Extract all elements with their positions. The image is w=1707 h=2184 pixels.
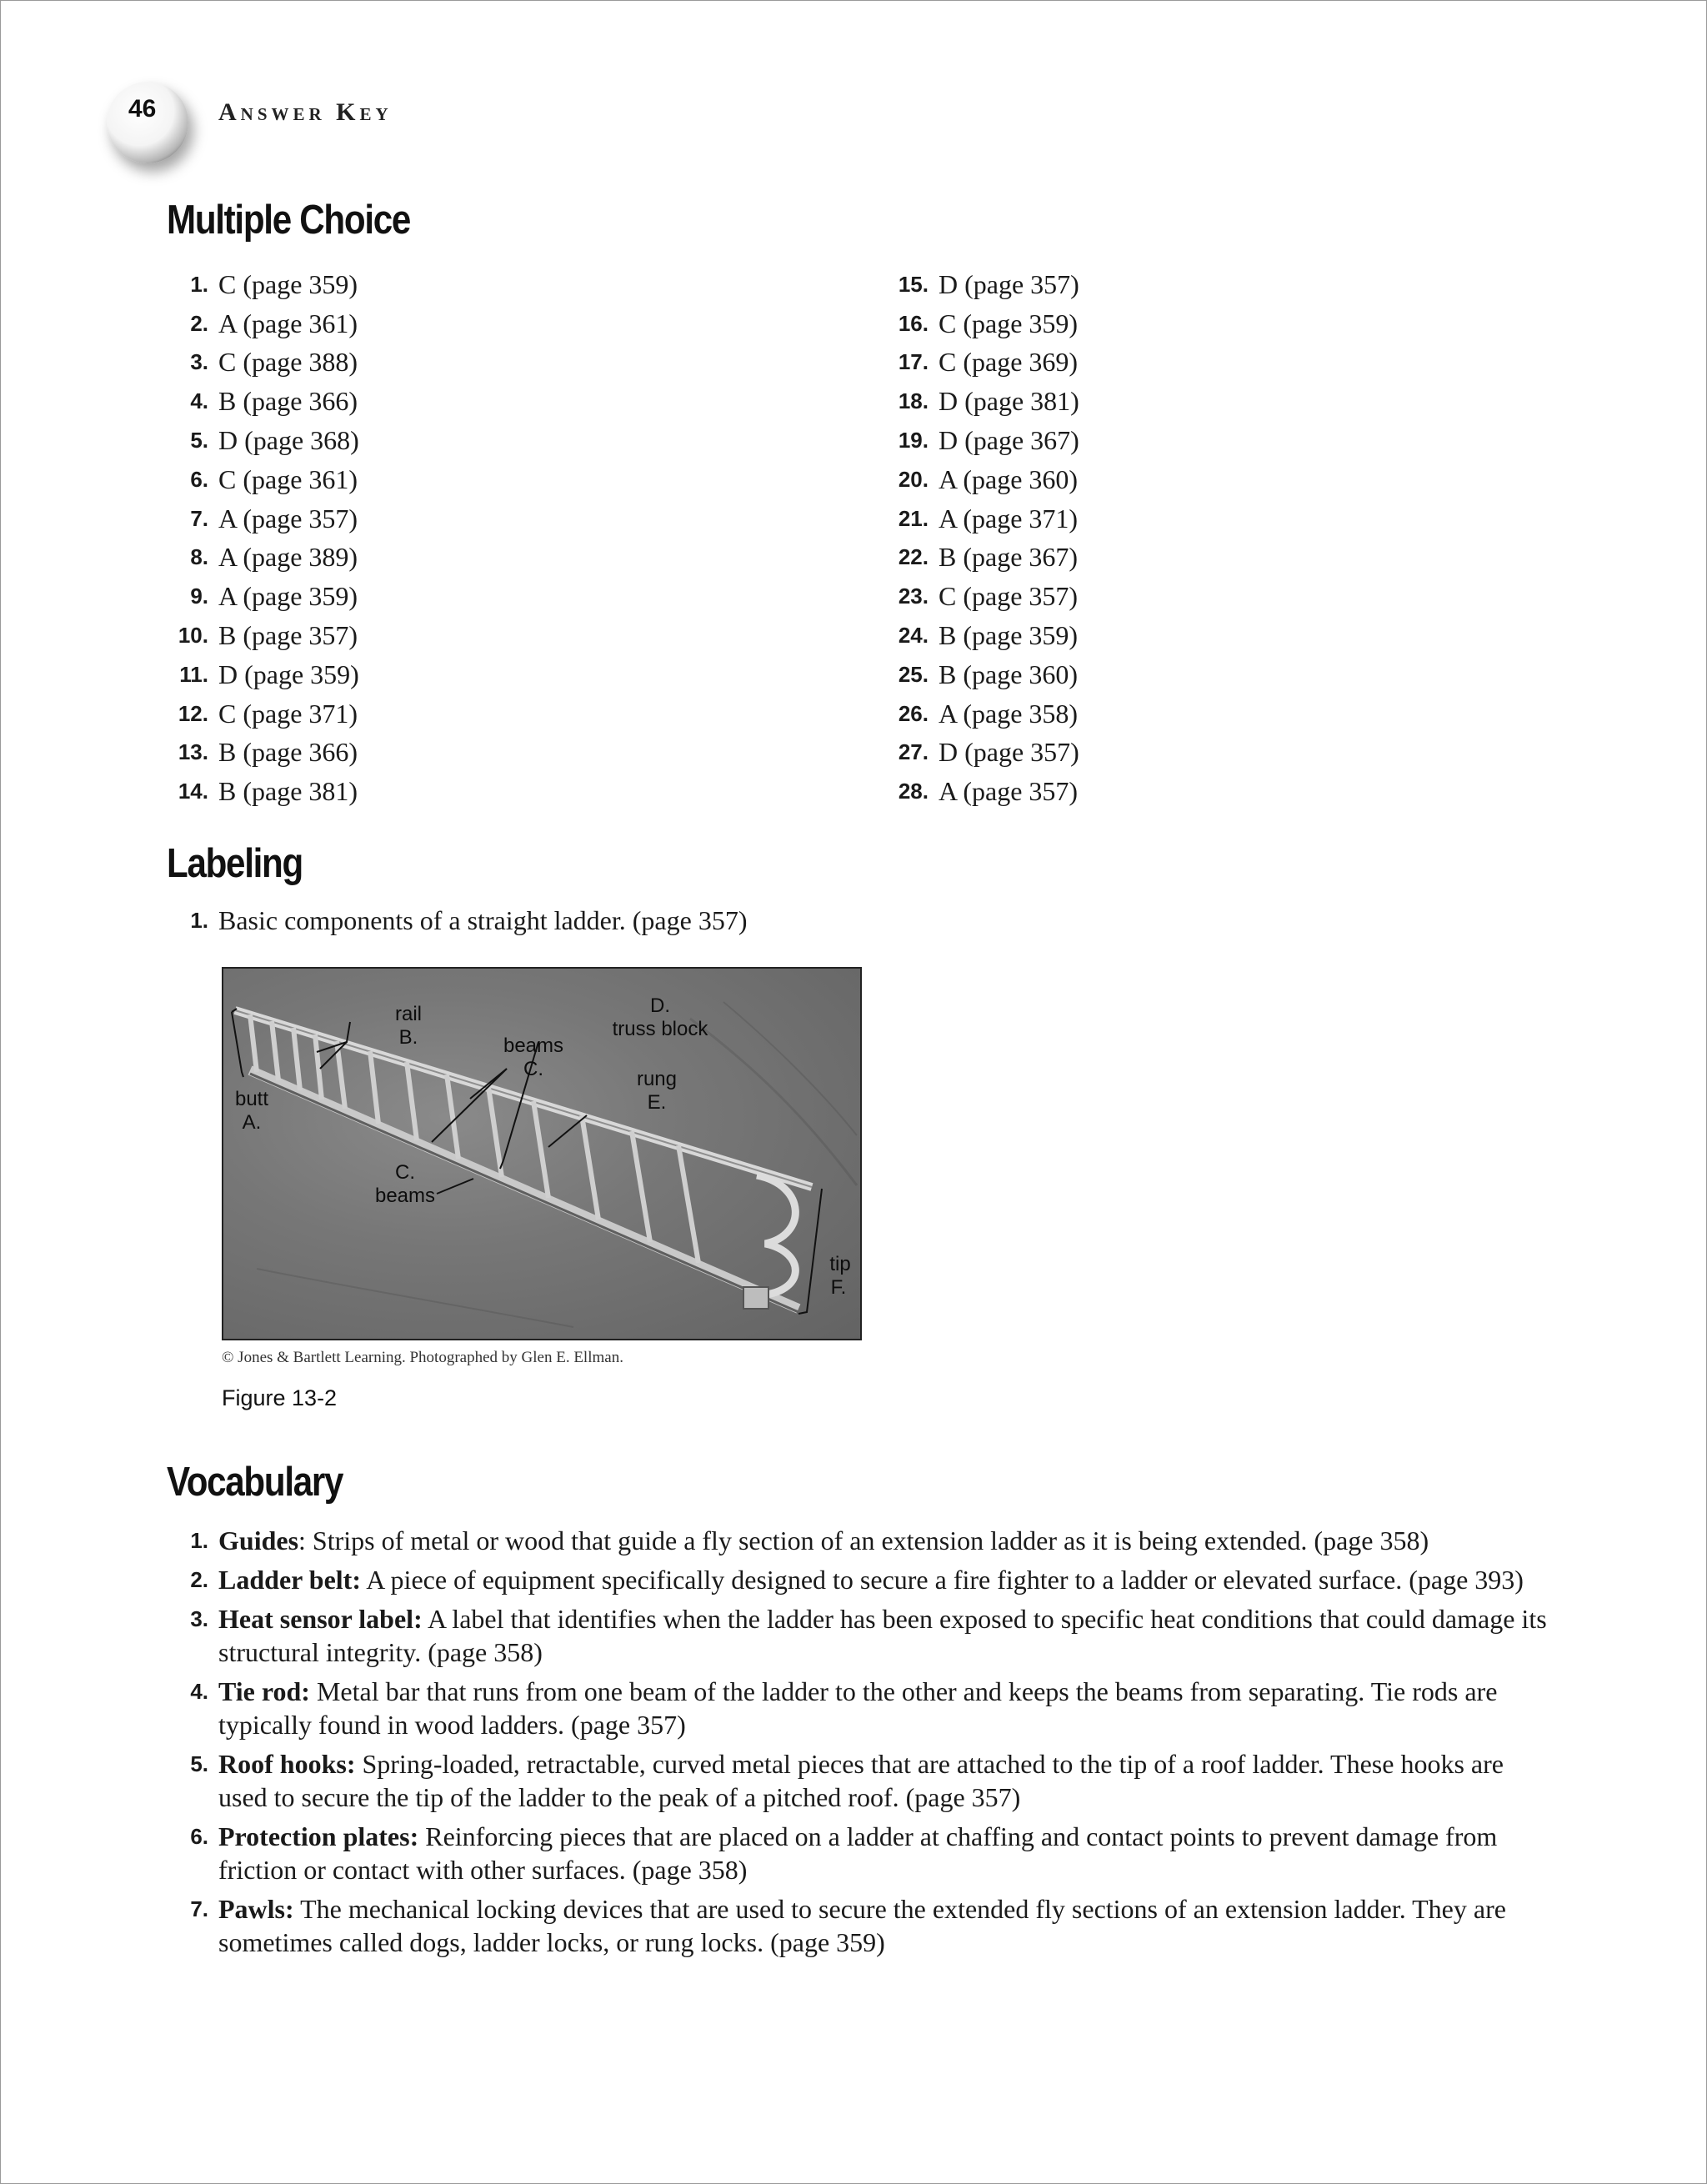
mc-answer-number: 27.: [898, 739, 929, 765]
vocab-term: Heat sensor label:: [218, 1604, 423, 1634]
mc-answer-text: D (page 357): [939, 737, 1079, 768]
label-beams-bottom-letter: C.: [395, 1161, 415, 1184]
mc-answer-number: 28.: [898, 779, 929, 804]
mc-answer-number: 8.: [190, 544, 208, 570]
vocab-term: Ladder belt:: [218, 1565, 361, 1595]
vocab-item: [167, 1563, 1550, 1596]
label-rail: rail: [394, 1003, 423, 1025]
label-tip-letter: F.: [830, 1276, 847, 1299]
mc-answer-item: [167, 421, 359, 460]
mc-answer-number: 14.: [178, 779, 208, 804]
mc-answer-item: [887, 772, 1079, 811]
vocab-body: [218, 1563, 1550, 1596]
vocab-number: 3.: [190, 1606, 208, 1631]
mc-answer-number: 22.: [898, 544, 929, 570]
mc-answer-item: [887, 734, 1079, 773]
vocab-body: [218, 1820, 1550, 1886]
mc-answer-text: D (page 368): [218, 425, 359, 456]
mc-answer-number: 16.: [898, 310, 929, 336]
mc-answer-text: D (page 381): [939, 386, 1079, 417]
mc-answer-item: [167, 538, 359, 578]
mc-answer-item: [167, 577, 359, 616]
vocab-definition: : Strips of metal or wood that guide a fly section of an extension ladder as it is being extended. (page 358): [298, 1525, 1429, 1555]
vocab-number: 4.: [190, 1679, 208, 1704]
mc-answer-item: [167, 460, 359, 499]
mc-answer-text: C (page 357): [939, 581, 1079, 612]
label-truss-block: truss block: [612, 1018, 708, 1040]
vocab-body: [218, 1602, 1550, 1669]
vocab-term: Pawls:: [218, 1894, 294, 1924]
mc-answer-item: [887, 616, 1079, 655]
label-tip: tip: [829, 1253, 851, 1275]
label-rung-letter: E.: [647, 1091, 667, 1114]
mc-answer-number: 3.: [190, 349, 208, 375]
vocab-term: Roof hooks:: [218, 1749, 356, 1779]
mc-answer-item: [167, 304, 359, 343]
label-beams-top-letter: C.: [523, 1058, 543, 1080]
mc-answer-text: C (page 359): [218, 268, 358, 299]
mc-answer-item: [887, 382, 1079, 421]
mc-answer-item: [887, 265, 1079, 304]
vocab-definition: Reinforcing pieces that are placed on a ladder at chaffing and contact points to prevent damage from friction or contact with other surfaces. (page 358): [218, 1821, 1498, 1885]
mc-answer-text: D (page 367): [939, 425, 1079, 456]
label-butt-letter: A.: [242, 1111, 262, 1134]
vocab-number: 1.: [190, 1528, 208, 1553]
mc-answer-text: C (page 388): [218, 347, 358, 378]
vocab-item: [167, 1747, 1550, 1814]
vocab-number: 7.: [190, 1896, 208, 1921]
mc-answer-number: 18.: [898, 388, 929, 414]
mc-answer-text: B (page 359): [939, 620, 1079, 651]
vocab-body: [218, 1675, 1550, 1741]
running-head: Answer Key: [218, 98, 393, 126]
vocab-definition: Spring-loaded, retractable, curved metal pieces that are attached to the tip of a roof ladder. These hooks are used to secure the tip of the ladder to the peak of a pitched roof. (page 357): [218, 1749, 1504, 1812]
mc-answer-number: 21.: [898, 505, 929, 531]
mc-answer-item: [887, 460, 1079, 499]
mc-answer-item: [887, 499, 1079, 538]
vocab-item: [167, 1602, 1550, 1669]
mc-answer-item: [167, 382, 359, 421]
mc-answer-text: A (page 371): [939, 503, 1079, 533]
section-title-multiple-choice: Multiple Choice: [167, 198, 411, 243]
mc-answer-text: A (page 389): [218, 542, 358, 573]
mc-column-left: [167, 265, 359, 811]
mc-answer-text: C (page 359): [939, 308, 1079, 338]
section-title-vocabulary: Vocabulary: [167, 1460, 343, 1505]
mc-answer-text: A (page 360): [939, 463, 1079, 494]
mc-answer-text: B (page 366): [218, 386, 358, 417]
vocab-term: Guides: [218, 1525, 299, 1555]
mc-answer-item: [167, 772, 359, 811]
vocab-number: 2.: [190, 1567, 208, 1592]
mc-answer-number: 12.: [178, 700, 208, 726]
mc-answer-item: [887, 538, 1079, 578]
vocab-term: Protection plates:: [218, 1821, 419, 1851]
vocab-definition: Metal bar that runs from one beam of the ladder to the other and keeps the beams from separating. Tie rods are typically found in wood ladders. (page 357): [218, 1676, 1498, 1740]
mc-answer-number: 4.: [190, 388, 208, 414]
mc-answer-text: A (page 358): [939, 698, 1079, 729]
vocab-body: [218, 1524, 1550, 1557]
vocab-body: [218, 1747, 1550, 1814]
figure-caption: Figure 13-2: [222, 1385, 338, 1410]
label-rung: rung: [636, 1068, 678, 1090]
vocab-item: [167, 1820, 1550, 1886]
mc-answer-item: [887, 694, 1079, 734]
mc-answer-item: [167, 499, 359, 538]
mc-answer-number: 25.: [898, 661, 929, 687]
mc-answer-text: B (page 366): [218, 737, 358, 768]
mc-answer-number: 5.: [190, 428, 208, 453]
mc-answer-number: 23.: [898, 584, 929, 609]
mc-answer-number: 9.: [190, 584, 208, 609]
mc-answer-item: [167, 343, 359, 383]
label-beams-bottom: beams: [374, 1185, 436, 1207]
mc-answer-text: D (page 357): [939, 268, 1079, 299]
vocab-number: 6.: [190, 1824, 208, 1849]
mc-answer-text: C (page 361): [218, 463, 358, 494]
mc-answer-number: 13.: [178, 739, 208, 765]
mc-answer-number: 10.: [178, 623, 208, 649]
label-butt: butt: [234, 1088, 269, 1110]
mc-answer-number: 2.: [190, 310, 208, 336]
mc-answer-item: [167, 616, 359, 655]
mc-answer-number: 6.: [190, 466, 208, 492]
vocab-item: [167, 1892, 1550, 1959]
ladder-photo: [222, 967, 862, 1340]
mc-answer-number: 7.: [190, 505, 208, 531]
mc-answer-item: [887, 655, 1079, 694]
mc-answer-item: [887, 421, 1079, 460]
mc-answer-text: B (page 360): [939, 659, 1079, 689]
mc-answer-number: 11.: [179, 661, 208, 687]
mc-answer-number: 26.: [898, 700, 929, 726]
label-beams-top: beams: [503, 1034, 564, 1057]
section-title-labeling: Labeling: [167, 841, 303, 886]
vocab-body: [218, 1892, 1550, 1959]
mc-answer-text: B (page 367): [939, 542, 1079, 573]
vocab-definition: The mechanical locking devices that are used to secure the extended fly sections of an extension ladder. They are sometimes called dogs, ladder locks, or rung locks. (page 359): [218, 1894, 1506, 1957]
mc-answer-item: [887, 577, 1079, 616]
mc-answer-number: 19.: [898, 428, 929, 453]
label-truss-letter: D.: [650, 994, 670, 1017]
mc-answer-item: [167, 265, 359, 304]
mc-answer-number: 1.: [190, 271, 208, 297]
labeling-item-text: Basic components of a straight ladder. (page 357): [218, 905, 748, 935]
mc-answer-number: 17.: [898, 349, 929, 375]
vocab-term: Tie rod:: [218, 1676, 310, 1706]
labeling-item-number: 1.: [190, 908, 208, 933]
mc-answer-text: A (page 357): [939, 776, 1079, 807]
mc-answer-text: B (page 381): [218, 776, 358, 807]
label-rail-letter: B.: [398, 1026, 418, 1049]
vocab-number: 5.: [190, 1751, 208, 1776]
mc-answer-number: 15.: [898, 271, 929, 297]
ladder-illustration: [223, 969, 860, 1339]
mc-answer-text: A (page 361): [218, 308, 358, 338]
vocab-item: [167, 1675, 1550, 1741]
mc-answer-item: [167, 694, 359, 734]
mc-answer-number: 20.: [898, 466, 929, 492]
mc-answer-text: A (page 359): [218, 581, 358, 612]
vocab-item: [167, 1524, 1550, 1557]
mc-answer-text: D (page 359): [218, 659, 359, 689]
vocab-definition: A label that identifies when the ladder has been exposed to specific heat conditions that could damage its structural integrity. (page 358): [218, 1604, 1547, 1667]
mc-answer-item: [167, 655, 359, 694]
mc-answer-item: [887, 343, 1079, 383]
mc-answer-item: [167, 734, 359, 773]
mc-answer-item: [887, 304, 1079, 343]
mc-answer-text: A (page 357): [218, 503, 358, 533]
vocab-definition: A piece of equipment specifically designed to secure a fire fighter to a ladder or elevated surface. (page 393): [360, 1565, 1524, 1595]
vocabulary-list: [167, 1524, 1550, 1965]
labeling-item: [167, 905, 747, 936]
mc-answer-number: 24.: [898, 623, 929, 649]
page-number: 46: [128, 95, 157, 123]
mc-column-right: [887, 265, 1079, 811]
mc-answer-text: B (page 357): [218, 620, 358, 651]
mc-answer-text: C (page 371): [218, 698, 358, 729]
photo-credit: © Jones & Bartlett Learning. Photographed by Glen E. Ellman.: [222, 1349, 623, 1366]
mc-answer-text: C (page 369): [939, 347, 1079, 378]
